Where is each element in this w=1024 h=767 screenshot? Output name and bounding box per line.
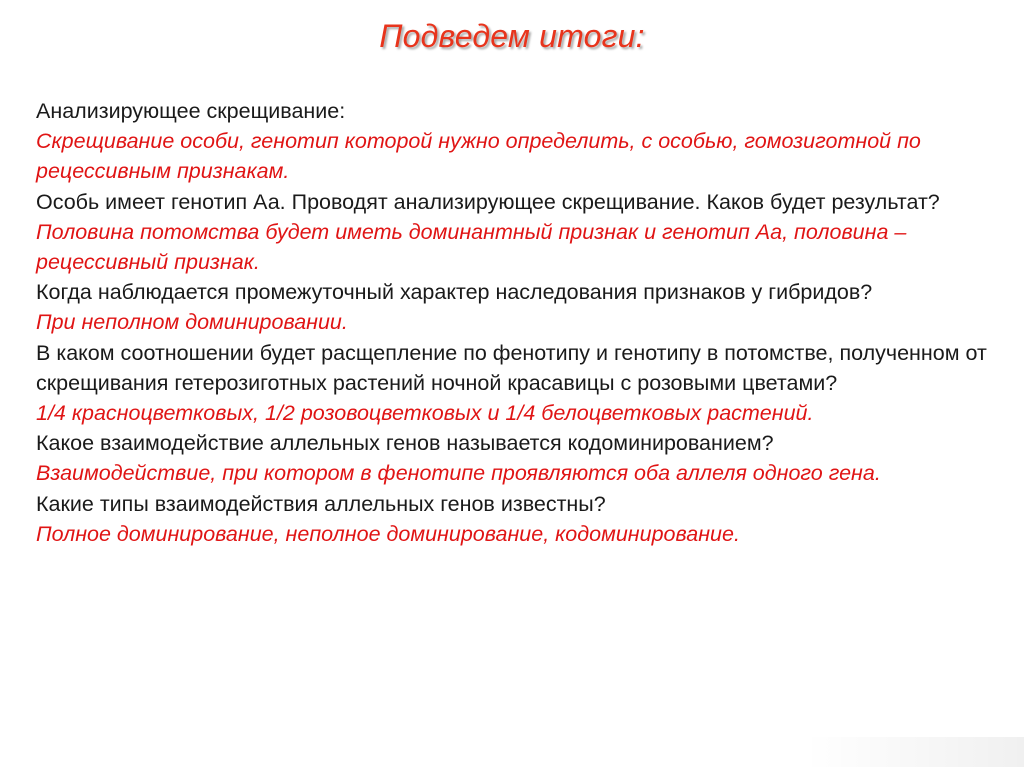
- answer-intermediate-inheritance: При неполном доминировании.: [36, 310, 348, 335]
- slide-title: Подведем итоги:: [379, 18, 645, 54]
- answer-codominance: Взаимодействие, при котором в фенотипе проявляются оба аллеля одного гена.: [36, 461, 881, 486]
- answer-analyzing-cross: Скрещивание особи, генотип которой нужно определить, с особью, гомозиготной по рецессивным признакам.: [36, 129, 921, 184]
- answer-genotype-aa: Половина потомства будет иметь доминантный признак и генотип Аа, половина – рецессивный признак.: [36, 219, 907, 275]
- question-genotype-aa: Особь имеет генотип Аа. Проводят анализирующее скрещивание. Каков будет результат?: [36, 189, 940, 214]
- answer-segregation-ratio: 1/4 красноцветковых, 1/2 розовоцветковых и 1/4 белоцветковых растений.: [36, 401, 814, 426]
- question-interaction-types: Какие типы взаимодействия аллельных генов известны?: [36, 491, 606, 516]
- answer-interaction-types: Полное доминирование, неполное доминирование, кодоминирование.: [36, 521, 740, 546]
- slide-content: [36, 96, 996, 549]
- question-intermediate-inheritance: Когда наблюдается промежуточный характер наследования признаков у гибридов?: [36, 280, 873, 305]
- question-codominance: Какое взаимодействие аллельных генов называется кодоминированием?: [36, 431, 774, 456]
- question-analyzing-cross: Анализирующее скрещивание:: [36, 99, 346, 123]
- question-segregation-ratio: В каком соотношении будет расщепление по фенотипу и генотипу в потомстве, полученном от скрещивания гетерозиготных растений ночной красавицы с розовыми цветами?: [36, 340, 987, 395]
